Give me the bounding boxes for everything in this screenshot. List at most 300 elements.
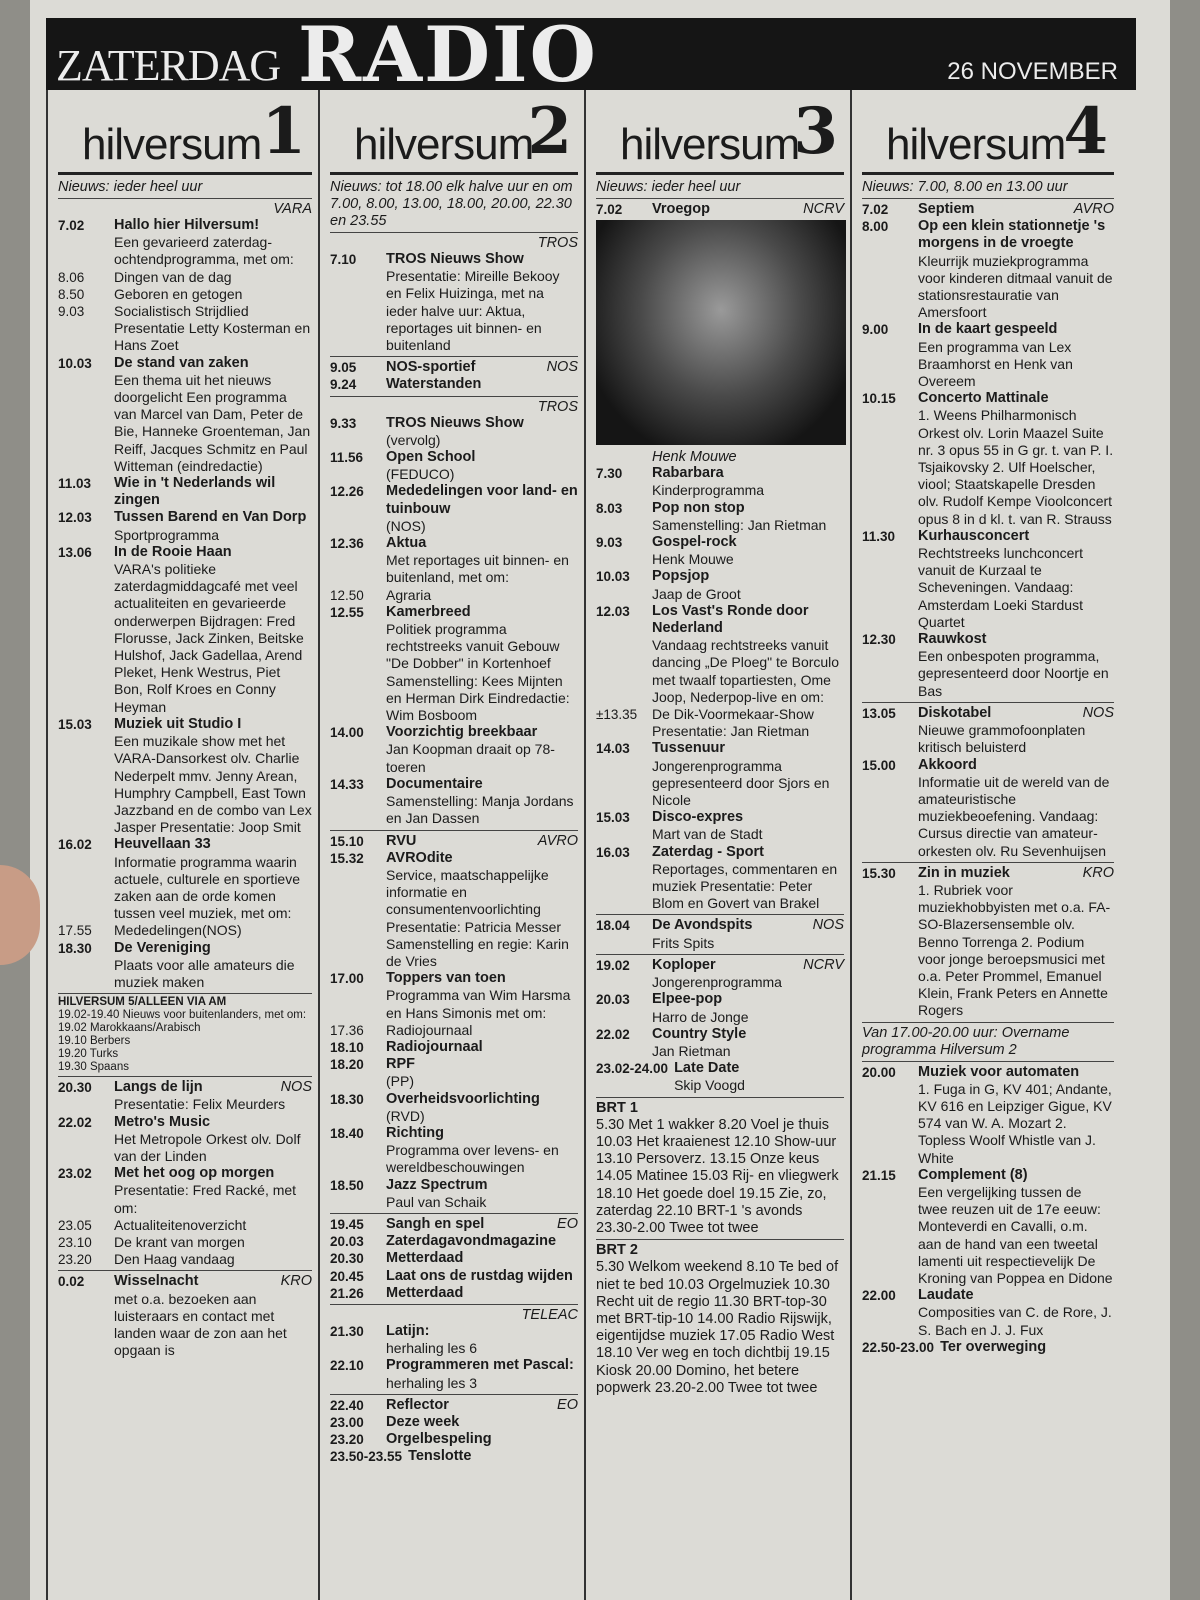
program-body [940, 1339, 1114, 1356]
program-time: 10.03 [596, 569, 630, 585]
regional-line: 19.02-19.40 Nieuws voor buitenlanders, met om: [58, 1009, 307, 1022]
program-time: 23.20 [330, 1432, 364, 1448]
program-title-line [386, 724, 578, 741]
program-body [652, 991, 844, 1025]
program-title: Rabarbara [652, 465, 724, 482]
program-time: 9.24 [330, 377, 357, 393]
broadcaster-label: NOS [280, 1079, 312, 1096]
program-title-line [386, 604, 578, 621]
program-time: 11.56 [330, 450, 364, 466]
program-description: (FEDUCO) [386, 466, 455, 483]
brt-station: BRT 2 [596, 1242, 638, 1259]
program-time: 21.15 [862, 1167, 896, 1183]
program-entry [58, 303, 312, 355]
program-time: 7.02 [862, 202, 889, 217]
broadcaster-label: AVRO [1073, 201, 1114, 217]
program-description: Het Metropole Orkest olv. Dolf van der Linden [114, 1130, 301, 1164]
program-entry [596, 603, 844, 706]
page-banner [46, 10, 1136, 99]
program-entry [330, 1177, 578, 1211]
program-body [386, 1216, 578, 1233]
program-entry [596, 954, 844, 991]
station-header [862, 90, 1114, 175]
program-body [918, 705, 1114, 757]
program-time: 21.26 [330, 1285, 364, 1301]
program-title: Aktua [386, 535, 427, 552]
banner-day: ZATERDAG [56, 41, 281, 90]
program-entry [58, 269, 312, 286]
program-body [918, 1064, 1114, 1167]
program-description: Een muzikale show met het VARA-Dansorkest olv. Charlie Nederpelt mmv. Jenny Arean, Humphry Campbell, East Town Jazzband en de combo van Lex Jasper Presentatie: Joop Smit [114, 733, 312, 836]
program-title: Akkoord [918, 756, 977, 773]
program-title: Muziek voor automaten [918, 1063, 1080, 1080]
regional-line: 19.02 Marokkaans/Arabisch [58, 1022, 201, 1035]
program-entry [330, 1091, 578, 1125]
program-time: 20.30 [58, 1080, 92, 1096]
program-entry [58, 509, 312, 543]
program-title-line [918, 865, 1114, 882]
program-time: 12.03 [596, 603, 630, 619]
program-description: Geboren en getogen [114, 285, 243, 302]
program-time: 16.03 [596, 844, 630, 860]
program-time: 9.33 [330, 415, 357, 431]
program-title-line [114, 544, 312, 561]
program-time: 23.10 [58, 1234, 92, 1250]
program-title: Rauwkost [918, 631, 987, 648]
program-time: 9.05 [330, 360, 357, 376]
program-body [918, 631, 1114, 700]
program-title-line [114, 217, 312, 234]
program-entry [58, 1251, 312, 1268]
program-title: Koploper [652, 956, 716, 973]
program-entry [596, 465, 844, 499]
program-body [114, 1114, 312, 1166]
broadcaster-label: NOS [546, 359, 578, 376]
program-description: Presentatie: Felix Meurders [114, 1096, 286, 1113]
program-time: 12.36 [330, 536, 364, 552]
program-description: Paul van Schaik [386, 1193, 487, 1210]
program-time: 19.02 [596, 957, 630, 973]
program-entry [58, 922, 312, 939]
program-description: Programma van Wim Harsma en Hans Simonis met om: [386, 987, 571, 1021]
station-name: hilversum [82, 120, 262, 169]
program-entry [58, 1234, 312, 1251]
program-title-line [386, 415, 578, 432]
program-description: Presentatie: Fred Racké, met om: [114, 1182, 297, 1216]
program-body [652, 844, 844, 913]
program-entry [330, 830, 578, 850]
program-title: Pop non stop [652, 499, 745, 516]
program-title-line [652, 991, 844, 1008]
program-body [918, 1287, 1114, 1339]
program-time: 13.05 [862, 705, 896, 721]
program-title-line [386, 535, 578, 552]
program-title-line [386, 1039, 578, 1056]
program-time: 22.02 [58, 1114, 92, 1130]
program-body [386, 850, 578, 970]
program-description: Kinderprogramma [652, 482, 765, 499]
program-body [114, 509, 312, 543]
program-title-line [114, 716, 312, 733]
program-body [652, 534, 844, 568]
program-title: Elpee-pop [652, 991, 723, 1008]
program-entry [862, 1287, 1114, 1339]
program-time: 18.40 [330, 1125, 364, 1141]
program-title-line [114, 475, 312, 509]
program-title: De Avondspits [652, 917, 753, 934]
program-entry [862, 757, 1114, 860]
program-title: Tenslotte [408, 1448, 472, 1465]
program-time: 10.15 [862, 391, 896, 407]
program-time: 22.10 [330, 1358, 364, 1374]
program-description: Rechtstreeks lunchconcert vanuit de Kurzaal te Scheveningen. Vandaag: Amsterdam Loeki Stardust Quartet [918, 545, 1083, 630]
program-body [652, 603, 844, 706]
program-title: Septiem [918, 201, 975, 217]
program-body [386, 415, 578, 449]
program-time: 15.30 [862, 865, 896, 881]
program-title-line [386, 1216, 578, 1233]
station-name: hilversum [886, 120, 1066, 169]
station-header [58, 90, 312, 175]
program-description: Service, maatschappelijke informatie en consumentenvoorlichting Presentatie: Patricia Messer Samenstelling en regie: Karin de Vries [386, 866, 569, 969]
program-time: 15.10 [330, 833, 364, 849]
program-time: 23.02 [58, 1166, 92, 1182]
program-description: Jan Koopman draait op 78-toeren [386, 741, 555, 775]
program-title: Ter overweging [940, 1338, 1047, 1355]
program-time: 18.50 [330, 1177, 364, 1193]
broadcaster-label: EO [557, 1396, 578, 1413]
program-time: 11.30 [862, 528, 896, 544]
program-entry [330, 970, 578, 1022]
program-description: Kleurrijk muziekprogramma voor kinderen ditmaal vanuit de stationsrestauratie van Amersfoort [918, 252, 1113, 321]
program-title-line [386, 1285, 578, 1302]
program-description: De Dik-Voormekaar-Show Presentatie: Jan Rietman [652, 706, 814, 740]
program-entry [596, 740, 844, 809]
program-title-line [652, 201, 844, 218]
program-description: Composities van C. de Rore, J. S. Bach en J. J. Fux [918, 1304, 1112, 1338]
program-entry [58, 544, 312, 716]
brt-listing [596, 1097, 844, 1238]
program-body [918, 865, 1114, 1020]
program-description: Sportprogramma [114, 526, 220, 543]
program-title: AVROdite [386, 849, 453, 866]
program-title-line [386, 1268, 578, 1285]
station-name: hilversum [354, 120, 534, 169]
program-description: Samenstelling: Jan Rietman [652, 516, 827, 533]
program-time: 18.30 [330, 1091, 364, 1107]
program-body [386, 1357, 578, 1391]
program-entry [862, 390, 1114, 528]
program-body [652, 201, 844, 218]
program-entry [58, 716, 312, 836]
program-description: Samenstelling: Manja Jordans en Jan Dassen [386, 793, 574, 827]
program-description: 1. Weens Philharmonisch Orkest olv. Lorin Maazel Suite nr. 3 opus 55 in G gr. t. van P. I. Tsjaikovsky 2. Ulf Hoelscher, viool; Staatskapelle Dresden olv. Rudolf Kempe Vioolconcert opus 8 in d kl. t. van R. Strauss [918, 407, 1114, 527]
program-title: De Vereniging [114, 939, 211, 956]
program-title: Zin in muziek [918, 864, 1010, 881]
brt-schedule: 5.30 Welkom weekend 8.10 Te bed of niet te bed 10.03 Orgelmuziek 10.30 Recht uit de regio 11.30 BRT-top-30 met BRT-tip-10 14.00 Radio Rijswijk, eigentijdse muziek 17.05 Radio West 18.10 Ver weg en toch dichtbij 19.15 Kiosk 20.00 Domino, het betere popwerk 23.20-2.00 Twee tot twee [596, 1259, 839, 1396]
program-description: (RVD) [386, 1107, 425, 1124]
program-body [386, 1022, 578, 1039]
program-title-line [386, 1431, 578, 1448]
program-time: 11.03 [58, 476, 92, 492]
column-hilversum-3 [584, 90, 850, 1600]
program-entry [330, 449, 578, 483]
program-body [674, 1060, 844, 1094]
program-time: 7.02 [596, 202, 623, 217]
program-title-line [114, 1114, 312, 1131]
program-time: 22.50-23.00 [862, 1339, 935, 1355]
program-time: 18.04 [596, 918, 630, 934]
program-entry [58, 940, 312, 992]
program-title: Jazz Spectrum [386, 1176, 488, 1193]
program-title: Metterdaad [386, 1250, 464, 1267]
program-description: Actualiteitenoverzicht [114, 1216, 247, 1233]
program-entry [330, 1125, 578, 1177]
program-entry [596, 568, 844, 602]
program-description: VARA's politieke zaterdagmiddagcafé met veel actualiteiten en gevarieerde onderwerpen Bijdragen: Fred Florusse, Jack Zinken, Beitske Hulshof, Jack Gadellaa, Arend Pleket, Henk Westrus, Piet Bon, Rolf Kroes en Conny Heyman [114, 561, 304, 715]
program-body [652, 917, 844, 951]
program-entry [862, 218, 1114, 321]
program-time: 23.00 [330, 1415, 364, 1430]
program-body [114, 922, 312, 939]
program-title-line [940, 1339, 1114, 1356]
program-title-line [918, 1064, 1114, 1081]
program-title: Late Date [674, 1060, 740, 1077]
station-number: 2 [527, 94, 572, 169]
program-time: 14.33 [330, 776, 364, 792]
program-description: Een onbespoten programma, gepresenteerd door Noortje en Bas [918, 648, 1109, 699]
presenter-photo [596, 220, 846, 445]
program-entry [330, 415, 578, 449]
program-body [652, 500, 844, 534]
program-description: Radiojournaal [386, 1021, 473, 1038]
program-body [386, 1091, 578, 1125]
program-entry [330, 1233, 578, 1250]
program-title-line [386, 1397, 578, 1414]
regional-block [58, 993, 312, 1074]
program-time: 23.50-23.55 [330, 1449, 403, 1465]
broadcaster-label: TROS [537, 235, 578, 251]
program-entry [58, 475, 312, 509]
program-body [386, 1039, 578, 1056]
program-time: 12.50 [330, 587, 364, 603]
program-time: 15.03 [58, 716, 92, 732]
program-title-line [386, 251, 578, 268]
program-time: 8.03 [596, 500, 623, 516]
regional-line: 19.30 Spaans [58, 1061, 129, 1074]
program-entry [58, 1114, 312, 1166]
program-time: 19.45 [330, 1216, 364, 1232]
regional-line: 19.10 Berbers [58, 1035, 131, 1048]
banner-title: RADIO [298, 10, 598, 99]
program-body [386, 1431, 578, 1448]
program-entry [330, 604, 578, 724]
program-description: Met reportages uit binnen- en buitenland, met om: [386, 552, 569, 586]
program-body [386, 1125, 578, 1177]
brt-listing [596, 1239, 844, 1397]
program-description: Een programma van Lex Braamhorst en Henk van Overeem [918, 338, 1073, 390]
program-description: herhaling les 6 [386, 1340, 478, 1357]
schedule-grid [46, 90, 1136, 1600]
program-body [114, 1251, 312, 1268]
program-entry [862, 631, 1114, 700]
program-title: TROS Nieuws Show [386, 251, 524, 267]
program-title: Wie in 't Nederlands wil zingen [114, 475, 276, 509]
program-time: 15.00 [862, 757, 896, 773]
column-hilversum-4 [850, 90, 1120, 1600]
program-title: Laat ons de rustdag wijden [386, 1267, 573, 1284]
news-schedule: Nieuws: 7.00, 8.00 en 13.00 uur [862, 179, 1114, 199]
program-title: Op een klein stationnetje 's morgens in de vroegte [918, 218, 1106, 252]
program-body [386, 1414, 578, 1431]
program-title-line [918, 528, 1114, 545]
broadcaster-label: NCRV [803, 956, 844, 973]
program-entry [596, 201, 844, 218]
program-title: Sangh en spel [386, 1215, 485, 1232]
program-title: Hallo hier Hilversum! [114, 217, 260, 233]
program-title: Overheidsvoorlichting [386, 1090, 540, 1107]
program-time: 18.30 [58, 940, 92, 956]
program-title: Radiojournaal [386, 1038, 483, 1055]
program-description: Programma over levens- en wereldbeschouwingen [386, 1142, 559, 1176]
program-title: Metterdaad [386, 1284, 464, 1301]
program-title-line [386, 1056, 578, 1073]
program-title-line [652, 534, 844, 551]
program-body [386, 376, 578, 393]
program-title-line [918, 1167, 1114, 1184]
program-title-line [652, 603, 844, 637]
broadcaster-label: NOS [812, 917, 844, 934]
program-body [652, 957, 844, 991]
program-entry [330, 1394, 578, 1414]
program-body [386, 1056, 578, 1090]
program-description: Een vergelijking tussen de twee reuzen uit de 17e eeuw: Monteverdi en Cavalli, o.m. aan de hand van een tweetal lamenti uit respectievelijk De Kroning van Poppea en Didone [918, 1183, 1113, 1286]
program-time: 7.10 [330, 252, 357, 267]
program-title-line [386, 359, 578, 376]
news-schedule: Nieuws: ieder heel uur [596, 179, 844, 199]
program-title-line [918, 1287, 1114, 1304]
column-hilversum-2 [318, 90, 584, 1600]
program-title-line [918, 390, 1114, 407]
program-entry [862, 1339, 1114, 1356]
program-entry [330, 1323, 578, 1357]
program-title-line [652, 809, 844, 826]
program-body [386, 251, 578, 354]
program-description: Den Haag vandaag [114, 1251, 235, 1268]
program-time: 20.03 [330, 1234, 364, 1250]
regional-line: HILVERSUM 5/ALLEEN VIA AM [58, 996, 227, 1009]
program-title-line [114, 940, 312, 957]
program-description: Henk Mouwe [652, 551, 734, 568]
program-body [386, 833, 578, 850]
program-time: 0.02 [58, 1274, 85, 1290]
program-description: (PP) [386, 1073, 414, 1090]
program-title: RPF [386, 1056, 415, 1073]
program-description: Mart van de Stadt [652, 826, 763, 843]
photo-caption: Henk Mouwe [652, 449, 737, 466]
program-entry [330, 1431, 578, 1448]
station-header [330, 90, 578, 175]
program-time: 12.30 [862, 632, 896, 648]
program-title-line [652, 844, 844, 861]
program-time: 13.06 [58, 544, 92, 560]
program-entry [862, 1167, 1114, 1287]
program-title-line [114, 1079, 312, 1096]
program-title: Documentaire [386, 775, 483, 792]
program-entry [330, 1213, 578, 1233]
program-description: Vandaag rechtstreeks vanuit dancing „De Ploeg" te Borculo met twaalf topartiesten, Ome Joop, Nederpop-live en om: [652, 637, 840, 705]
program-entry [596, 991, 844, 1025]
program-title-line [918, 218, 1114, 252]
program-title: Tussen Barend en Van Dorp [114, 509, 307, 526]
program-time: 23.20 [58, 1252, 92, 1268]
program-body [114, 475, 312, 509]
program-time: 12.03 [58, 510, 92, 526]
program-body [652, 740, 844, 809]
program-title-line [652, 957, 844, 974]
program-title: Orgelbespeling [386, 1431, 492, 1448]
program-title-line [386, 449, 578, 466]
broadcaster-label: KRO [280, 1273, 312, 1290]
program-description: Politiek programma rechtstreeks vanuit Gebouw "De Dobber" in Kortenhoef Samenstelling: Kees Mijnten en Herman Dirk Eindredactie: Wim Bosboom [386, 621, 570, 724]
program-body [114, 544, 312, 716]
program-title: Disco-expres [652, 809, 744, 826]
program-time: 8.50 [58, 286, 85, 302]
program-title: Richting [386, 1124, 444, 1141]
program-time: 14.00 [330, 725, 364, 741]
station-number: 3 [793, 94, 838, 169]
program-entry [596, 706, 844, 740]
program-body [114, 1165, 312, 1217]
program-time: 9.03 [596, 535, 623, 551]
program-description: 1. Fuga in G, KV 401; Andante, KV 616 en Leipziger Gigue, KV 574 van W. A. Mozart 2. Topless Woolf Whistle van J. White [918, 1080, 1112, 1166]
program-time: 17.36 [330, 1022, 364, 1038]
program-entry [58, 1076, 312, 1113]
program-description: Informatie uit de wereld van de amateuristische muziekbeoefening. Vandaag: Cursus directie van amateur-orkesten olv. Ru Sevenhuijsen [918, 773, 1110, 859]
program-entry [596, 1060, 844, 1094]
program-entry [330, 776, 578, 828]
program-entry [330, 376, 578, 393]
program-title-line [386, 483, 578, 517]
program-description: herhaling les 3 [386, 1374, 478, 1391]
program-description: Presentatie: Mireille Bekooy en Felix Huizinga, met na ieder halve uur: Aktua, reportages uit binnen- en buitenland [386, 268, 560, 354]
program-title-line [652, 740, 844, 757]
program-time: 10.03 [58, 355, 92, 371]
program-body [114, 836, 312, 922]
program-entry [330, 1039, 578, 1056]
program-description: Een thema uit het nieuws doorgelicht Een programma van Marcel van Dam, Peter de Bie, Hanneke Groenteman, Jan Reiff, Jacques Schmitz en Paul Witteman (eindredactie) [114, 371, 311, 474]
program-body [386, 535, 578, 587]
program-title: Waterstanden [386, 376, 482, 393]
program-time: 20.00 [862, 1064, 896, 1080]
program-title: Zaterdag - Sport [652, 843, 764, 860]
program-entry [330, 1285, 578, 1302]
program-body [114, 940, 312, 992]
program-body [918, 201, 1114, 218]
program-time: 9.00 [862, 322, 889, 338]
program-title-line [674, 1060, 844, 1077]
program-entry [596, 844, 844, 913]
program-title-line [386, 970, 578, 987]
program-title-line [114, 509, 312, 526]
program-entry [596, 809, 844, 843]
program-title: In de Rooie Haan [114, 543, 232, 560]
program-entry [58, 1217, 312, 1234]
program-description: Informatie programma waarin actuele, culturele en sportieve zaken aan de orde komen tussen veel muziek, met om: [114, 853, 300, 922]
program-entry [862, 528, 1114, 631]
program-entry [330, 1414, 578, 1431]
broadcaster-label: VARA [273, 201, 312, 217]
